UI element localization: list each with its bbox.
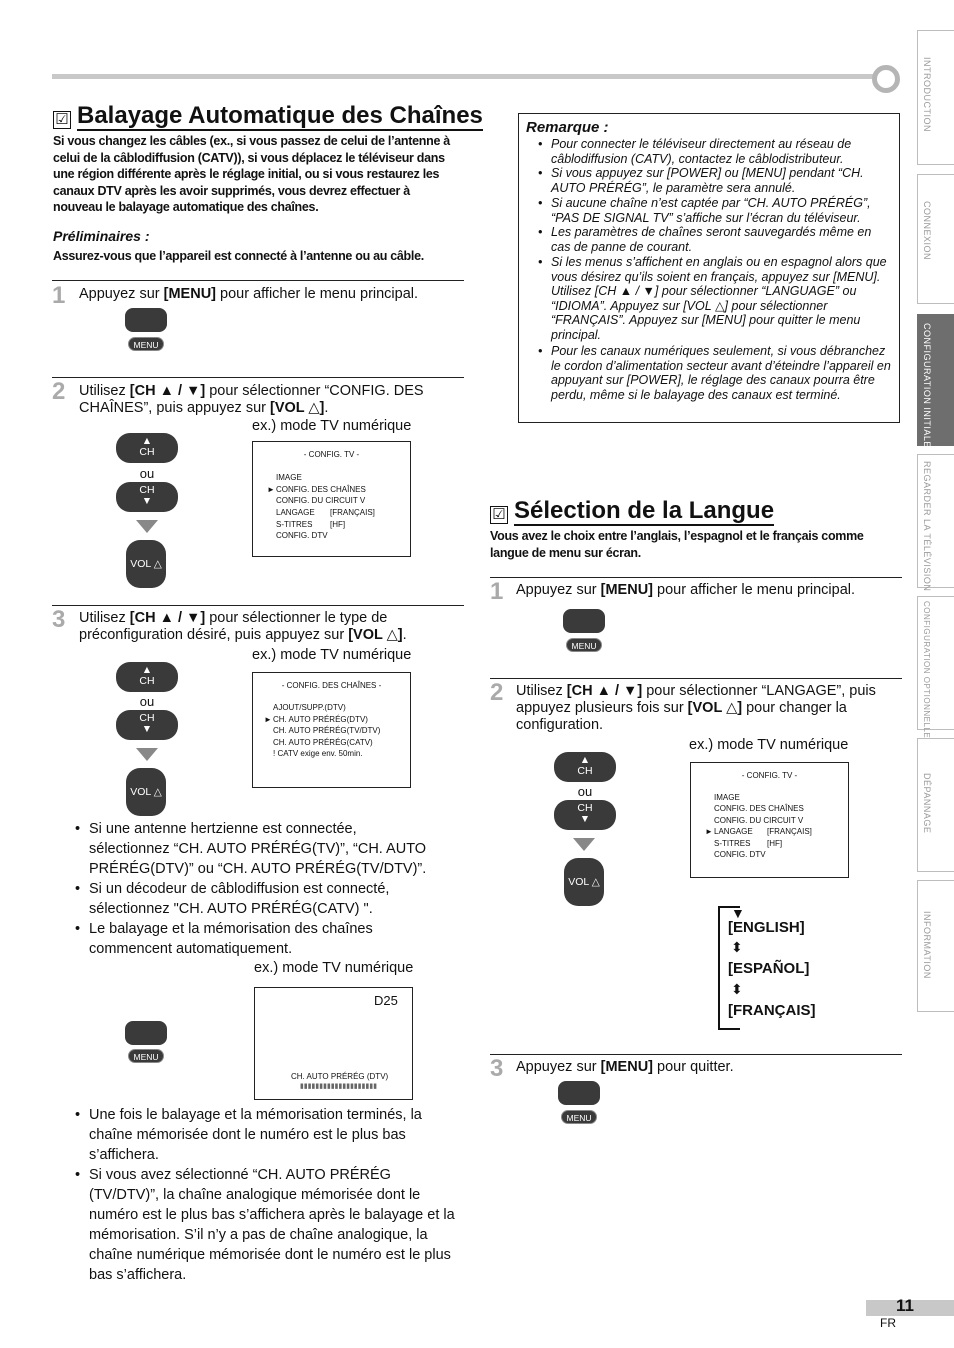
checkbox-icon: ☑ — [490, 506, 508, 524]
menu-button[interactable] — [125, 308, 167, 332]
menu-button[interactable] — [558, 1081, 600, 1105]
language-option: [ENGLISH] — [728, 919, 805, 936]
note-box — [518, 113, 900, 423]
checkbox-icon: ☑ — [53, 111, 71, 129]
ch-up-button[interactable]: ▲ CH — [116, 662, 178, 692]
progress-bar: ▮▮▮▮▮▮▮▮▮▮▮▮▮▮▮▮▮▮▮▮ — [300, 1083, 378, 1090]
step-number: 1 — [52, 282, 66, 309]
list-item: • Si un décodeur de câblodiffusion est connecté, sélectionnez "CH. AUTO PRÉRÉG(CATV) ". — [75, 881, 390, 917]
note-item: • Si vous appuyez sur [POWER] ou [MENU] pendant “CH. AUTO PRÉRÉG”, le paramètre sera annulé. — [538, 166, 864, 195]
channel-number: D25 — [374, 993, 398, 1008]
step-divider — [490, 1054, 902, 1055]
step2-text: Utilisez [CH ▲ / ▼] pour sélectionner “LANGAGE”, puis appuyez plusieurs fois sur [VOL △] pour changer la configuration. — [516, 683, 876, 733]
intro-text: Vous avez le choix entre l’anglais, l’espagnol et le français comme langue de menu sur écran. — [490, 529, 864, 560]
step-number: 2 — [490, 679, 504, 706]
ch-down-button[interactable]: CH ▼ — [116, 482, 178, 512]
selection-cursor-icon: ► — [267, 485, 275, 494]
prelim-text: Assurez-vous que l’appareil est connecté à l’antenne ou au câble. — [53, 249, 424, 263]
note-title: Remarque : — [526, 119, 609, 136]
tab-connexion[interactable]: CONNEXION — [917, 174, 954, 304]
step-divider — [52, 377, 464, 378]
note-item: • Pour connecter le téléviseur directement au réseau de câblodiffusion (CATV), contactez le câblodistributeur. — [538, 137, 852, 166]
step-number: 1 — [490, 578, 504, 605]
example-label: ex.) mode TV numérique — [254, 960, 414, 976]
section-title-balayage: ☑ Balayage Automatique des Chaînes — [53, 102, 483, 130]
or-label: ou — [577, 784, 593, 799]
example-label: ex.) mode TV numérique — [252, 418, 412, 434]
tv-screen-config: - CONFIG. TV - ► IMAGE CONFIG. DES CHAÎNES CONFIG. DU CIRCUIT V LANGAGE [FRANÇAIS] S-TITRES [HF] CONFIG. DTV — [252, 441, 411, 557]
intro-text: Si vous changez les câbles (ex., si vous passez de celui de l’antenne à celui de la câblodiffusion (CATV)), si vous déplacez le téléviseur dans une région différente après le réglage initial, ou si vous restaurez les canaux DTV après les avoir supprimés, vous devrez effectuer à nouveau le balayage automatique des chaînes. — [53, 134, 450, 214]
tab-configuration-initiale[interactable]: CONFIGURATION INITIALE — [917, 314, 954, 446]
step-divider — [490, 678, 902, 679]
list-item: • Une fois le balayage et la mémorisation terminés, la chaîne mémorisée dont le numéro est le plus bas s’affichera. — [75, 1107, 422, 1163]
header-ring — [872, 65, 900, 93]
menu-button-label: MENU — [561, 1110, 597, 1124]
step-divider — [490, 577, 902, 578]
or-label: ou — [139, 694, 155, 709]
note-item: • Pour les canaux numériques seulement, si vous débranchez le cordon d’alimentation secteur avant d’éteindre l’appareil en appuyant sur [POWER], le réglage des canaux pourra être perdu, même si le balayage des canaux est terminé. — [538, 344, 891, 402]
arrow-down-icon — [573, 838, 595, 851]
vol-up-button[interactable]: VOL △ — [564, 858, 604, 906]
ch-down-button[interactable]: CH ▼ — [554, 800, 616, 830]
step1-text: Appuyez sur [MENU] pour afficher le menu principal. — [516, 582, 856, 598]
arrow-down-icon — [136, 520, 158, 533]
list-item: • Le balayage et la mémorisation des chaînes commencent automatiquement. — [75, 921, 373, 957]
or-label: ou — [139, 466, 155, 481]
menu-button-label: MENU — [566, 638, 602, 652]
step3-text: Appuyez sur [MENU] pour quitter. — [516, 1059, 734, 1075]
example-label: ex.) mode TV numérique — [252, 647, 412, 663]
menu-button-label: MENU — [128, 337, 164, 351]
page-number: 11 — [866, 1300, 954, 1316]
ch-down-button[interactable]: CH ▼ — [116, 710, 178, 740]
language-code: FR — [880, 1316, 896, 1330]
example-label: ex.) mode TV numérique — [689, 737, 849, 753]
selection-cursor-icon: ► — [264, 715, 272, 724]
step1-text: Appuyez sur [MENU] pour afficher le menu principal. — [79, 286, 419, 302]
tab-regarder-la-television[interactable]: REGARDER LA TÉLÉVISION — [917, 454, 954, 588]
arrow-down-icon: ▼ — [731, 905, 745, 921]
step-number: 2 — [52, 378, 66, 405]
ch-up-button[interactable]: ▲ CH — [554, 752, 616, 782]
menu-button-label: MENU — [128, 1049, 164, 1063]
step-number: 3 — [490, 1055, 504, 1082]
list-item: • Si une antenne hertzienne est connectée, sélectionnez “CH. AUTO PRÉRÉG(TV)”, “CH. AUTO PRÉRÉG(DTV)” ou “CH. AUTO PRÉRÉG(TV/DTV)”. — [75, 821, 427, 877]
prelim-title: Préliminaires : — [53, 228, 150, 244]
step-number: 3 — [52, 606, 66, 633]
arrow-down-icon — [136, 748, 158, 761]
progress-label: CH. AUTO PRÉRÉG (DTV) — [291, 1072, 389, 1081]
language-option: [FRANÇAIS] — [728, 1002, 816, 1019]
step-divider — [52, 280, 464, 281]
step2-text: Utilisez [CH ▲ / ▼] pour sélectionner “CONFIG. DES CHAÎNES”, puis appuyez sur [VOL △]. — [79, 383, 424, 416]
ch-up-button[interactable]: ▲ CH — [116, 433, 178, 463]
header-bar — [52, 74, 882, 79]
step3-text: Utilisez [CH ▲ / ▼] pour sélectionner le type de préconfiguration désiré, puis appuyez sur [VOL △]. — [79, 610, 407, 643]
note-item: • Si aucune chaîne n’est captée par “CH. AUTO PRÉRÉG”, “PAS DE SIGNAL TV” s’affiche sur l’écran du téléviseur. — [538, 196, 871, 225]
list-item: • Si vous avez sélectionné “CH. AUTO PRÉRÉG (TV/DTV)”, la chaîne analogique mémorisée dont le numéro est le plus bas s’affichera après le balayage et la mémorisation. S’il n’y a pas de chaîne analogique, la chaîne numérique mémorisée dont le numéro est le plus bas s’affichera. — [75, 1167, 455, 1283]
menu-button[interactable] — [125, 1021, 167, 1045]
tv-screen-scan — [254, 987, 413, 1100]
language-option: [ESPAÑOL] — [728, 960, 810, 977]
arrow-updown-icon: ⬍ — [731, 939, 743, 955]
tv-screen-channels: - CONFIG. DES CHAÎNES - ► AJOUT/SUPP.(DTV) CH. AUTO PRÉRÉG(DTV) CH. AUTO PRÉRÉG(TV/DTV) CH. AUTO PRÉRÉG(CATV) ! CATV exige env. 50min. — [252, 672, 411, 788]
tab-information[interactable]: INFORMATION — [917, 880, 954, 1012]
arrow-updown-icon: ⬍ — [731, 981, 743, 997]
menu-button[interactable] — [563, 609, 605, 633]
tab-configuration-optionnelle[interactable]: CONFIGURATION OPTIONNELLE — [917, 596, 954, 730]
vol-up-button[interactable]: VOL △ — [126, 768, 166, 816]
step-divider — [52, 605, 464, 606]
section-title-langue: ☑ Sélection de la Langue — [490, 497, 774, 525]
selection-cursor-icon: ► — [705, 827, 713, 836]
tab-depannage[interactable]: DÉPANNAGE — [917, 738, 954, 872]
tv-screen-language: - CONFIG. TV - ► IMAGE CONFIG. DES CHAÎNES CONFIG. DU CIRCUIT V LANGAGE [FRANÇAIS] S-TITRES [HF] CONFIG. DTV — [690, 762, 849, 878]
tab-introduction[interactable]: INTRODUCTION — [917, 30, 954, 165]
note-item: • Les paramètres de chaînes seront sauvegardés même en cas de panne de courant. — [538, 225, 872, 254]
vol-up-button[interactable]: VOL △ — [126, 540, 166, 588]
note-item: • Si les menus s’affichent en anglais ou en espagnol alors que vous désirez qu’ils soient en français, appuyez sur [MENU]. Utilisez [CH ▲ / ▼] pour sélectionner “LANGUAGE” ou “IDIOMA”. Appuyez sur [VOL △] pour sélectionner “FRANÇAIS”. Appuyez sur [MENU] pour quitter le menu principal. — [538, 255, 887, 342]
